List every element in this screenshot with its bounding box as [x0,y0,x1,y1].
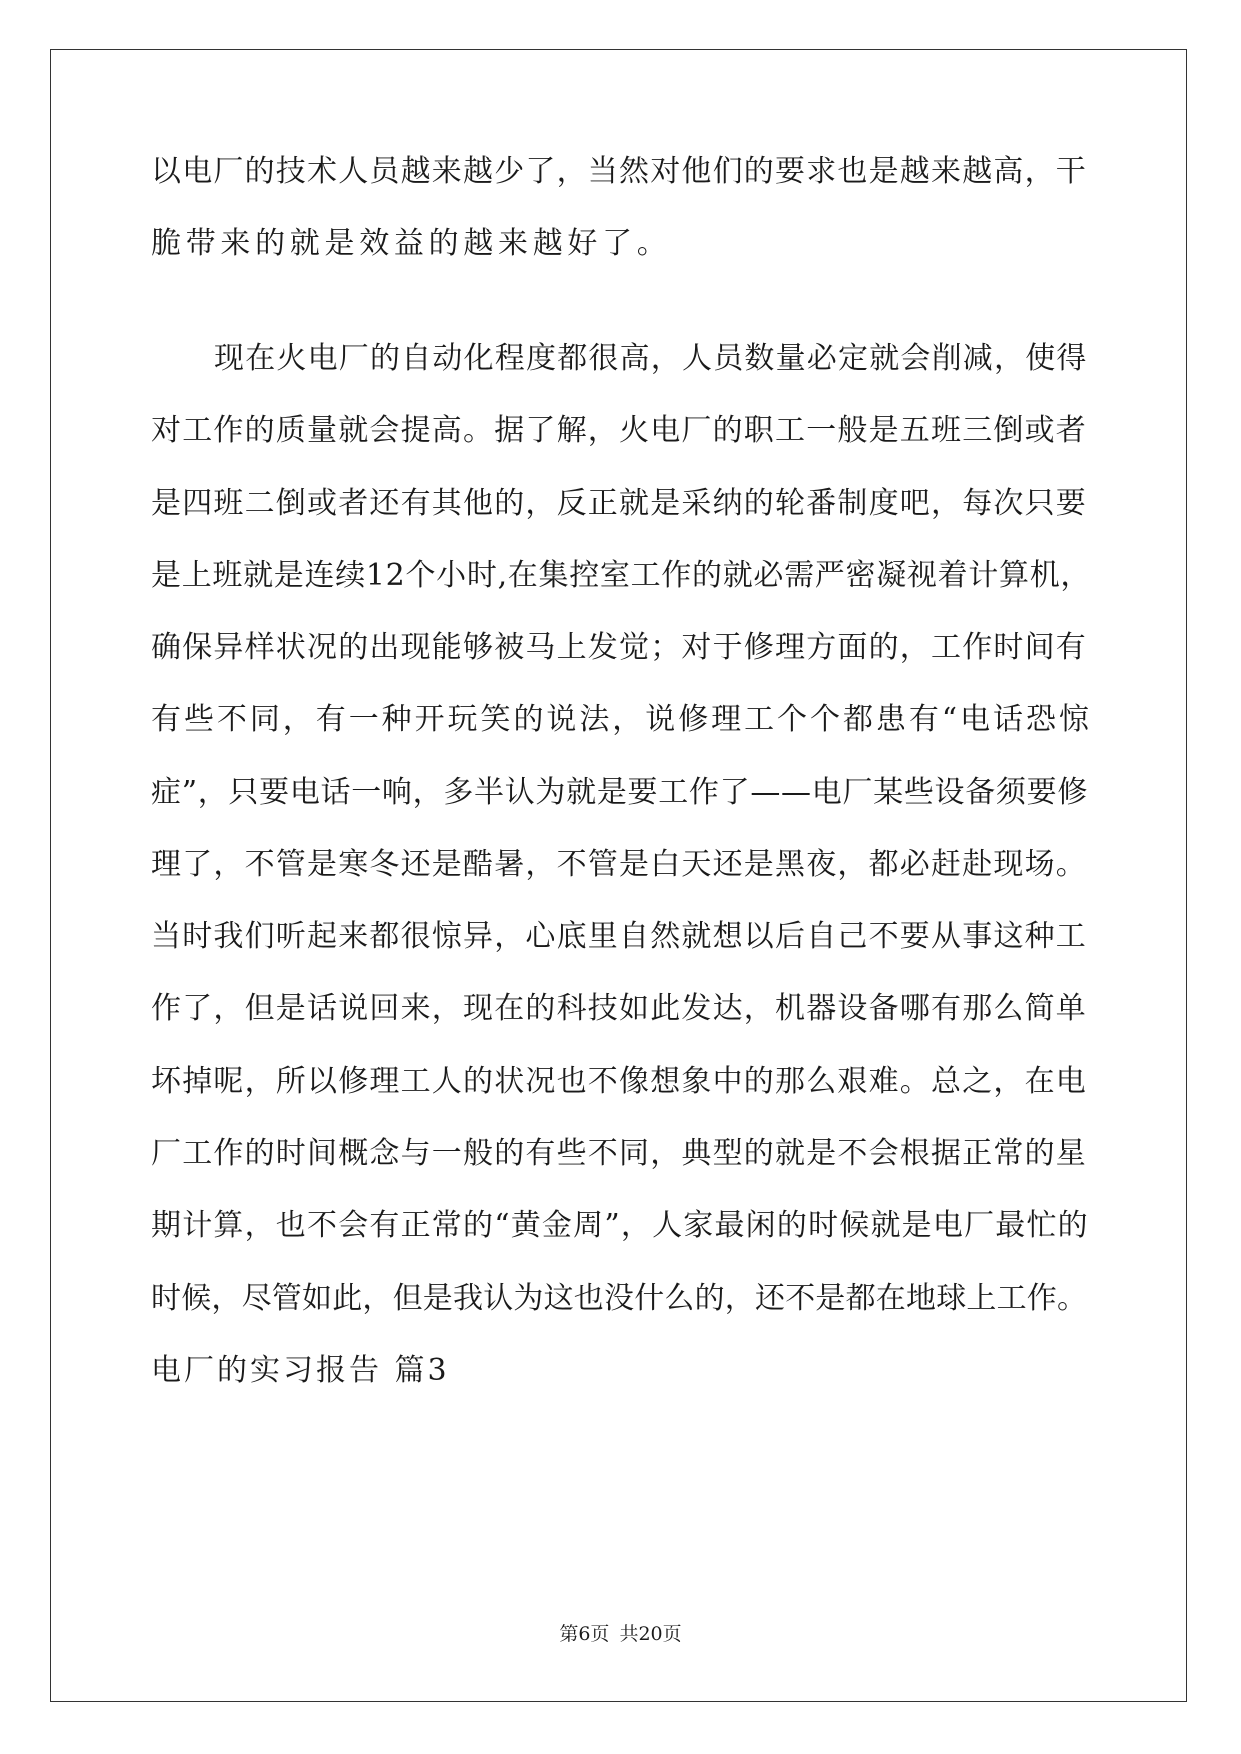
section-heading: 电厂的实习报告 篇3 [151,1353,450,1388]
text-line: 现在火电厂的自动化程度都很高，人员数量必定就会削减，使得 [214,341,1088,376]
text-line: 理了，不管是寒冬还是酷暑，不管是白天还是黑夜，都必赶赴现场。 [151,847,1087,882]
text-line: 是上班就是连续12个小时,在集控室工作的就必需严密凝视着计算机， [151,558,1092,593]
text-line: 当时我们听起来都很惊异，心底里自然就想以后自己不要从事这种工 [151,919,1087,954]
text-line: 厂工作的时间概念与一般的有些不同，典型的就是不会根据正常的星 [151,1136,1087,1171]
text-line: 以电厂的技术人员越来越少了，当然对他们的要求也是越来越高，干 [151,154,1087,189]
page-number: 第6页 [559,1623,610,1645]
page-total: 共20页 [619,1623,682,1645]
text-line: 作了，但是话说回来，现在的科技如此发达，机器设备哪有那么简单 [151,991,1087,1026]
text-line: 坏掉呢，所以修理工人的状况也不像想象中的那么艰难。总之，在电 [151,1064,1087,1099]
text-line: 期计算，也不会有正常的“黄金周”，人家最闲的时候就是电厂最忙的 [151,1208,1089,1243]
text-line: 是四班二倒或者还有其他的，反正就是采纳的轮番制度吧，每次只要 [151,486,1087,521]
text-line: 时候，尽管如此，但是我认为这也没什么的，还不是都在地球上工作。 [151,1281,1088,1316]
text-line: 有些不同，有一种开玩笑的说法，说修理工个个都患有“电话恐惊 [151,702,1092,737]
text-line: 对工作的质量就会提高。据了解，火电厂的职工一般是五班三倒或者 [151,413,1087,448]
page-footer [0,1622,1241,1646]
text-line: 症”，只要电话一响，多半认为就是要工作了——电厂某些设备须要修 [151,775,1089,810]
text-line: 确保异样状况的出现能够被马上发觉；对于修理方面的，工作时间有 [151,630,1087,665]
text-line: 脆带来的就是效益的越来越好了。 [151,226,672,261]
